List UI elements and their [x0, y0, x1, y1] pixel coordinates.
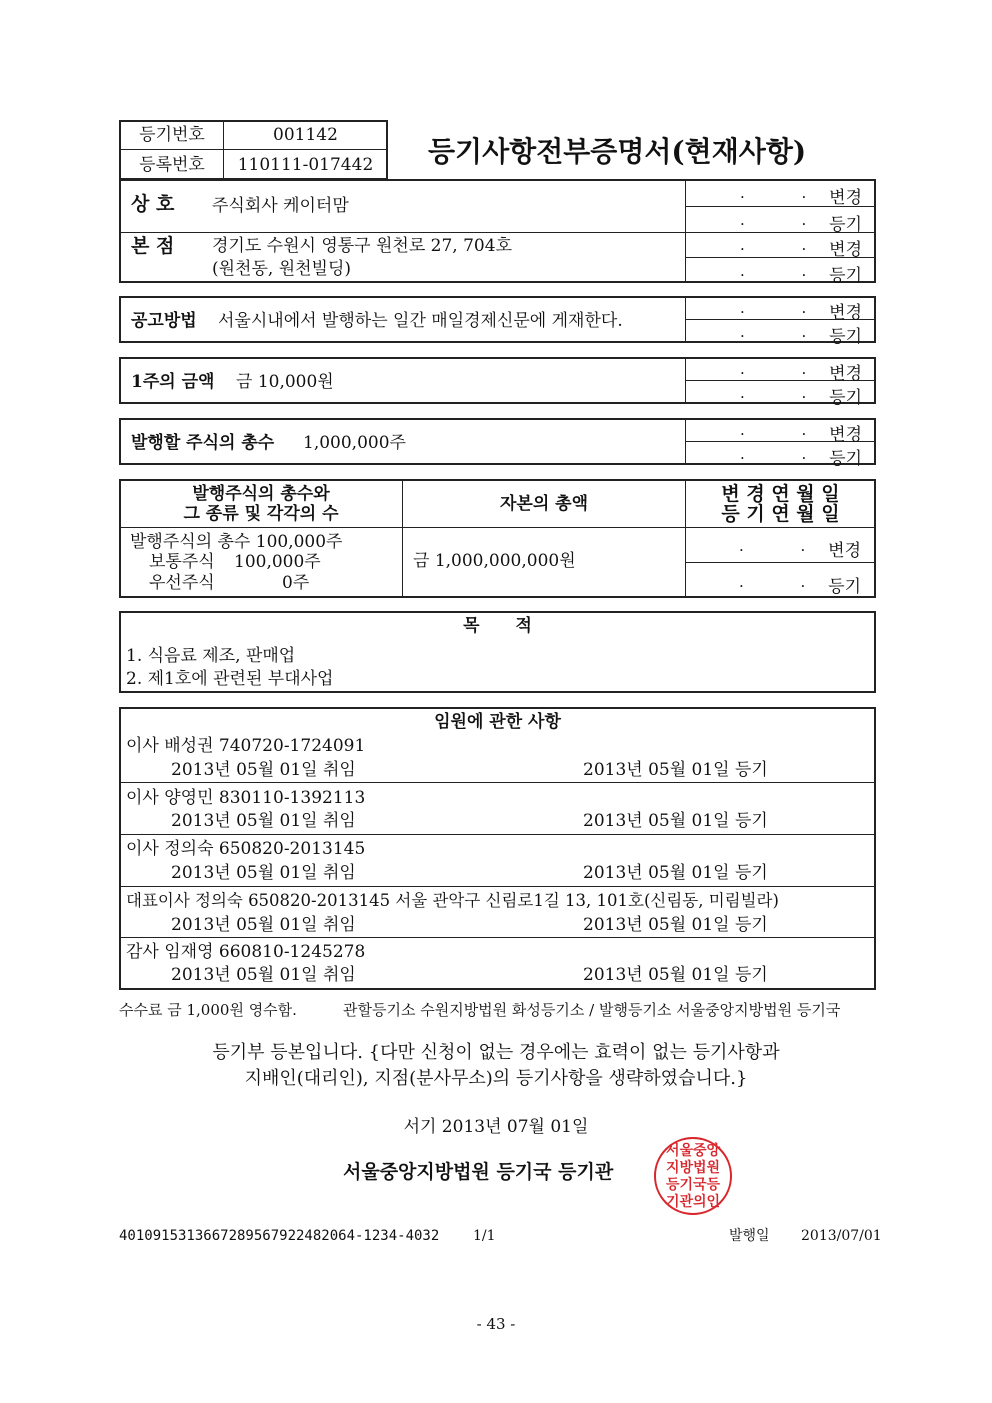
officer-4-appointed: 2013년 05월 01일 취임: [171, 915, 356, 935]
document-code: 4010915313667289567922482064-1234-4032: [119, 1228, 440, 1244]
officer-5-appointed: 2013년 05월 01일 취임: [171, 965, 356, 985]
purpose-item-1: 1. 식음료 제조, 판매업: [126, 646, 296, 666]
notice-method-value: 서울시내에서 발행하는 일간 매일경제신문에 게재한다.: [218, 311, 623, 331]
document-title: 등기사항전부증명서(현재사항): [428, 135, 807, 168]
preferred-shares-label: 우선주식: [149, 573, 215, 593]
fee-receipt: 수수료 금 1,000원 영수함.: [119, 1001, 297, 1019]
officer-4-registered: 2013년 05월 01일 등기: [583, 915, 768, 935]
certification-notice-line2: 지배인(대리인), 지점(분사무소)의 등기사항을 생략하였습니다.}: [244, 1068, 748, 1089]
official-seal-stamp: 서울중앙 지방법원 등기국등 기관의인: [654, 1137, 732, 1215]
hq-address-line1: 경기도 수원시 영통구 원천로 27, 704호: [212, 236, 512, 256]
issued-shares-dates: . . 변경 . . 등기: [685, 528, 875, 597]
share-price-label: 1주의 금액: [131, 372, 215, 392]
page-number: - 43 -: [476, 1315, 516, 1333]
authorized-shares-value: 1,000,000주: [303, 433, 406, 453]
officer-1-identity: 이사 배성권 740720-1724091: [126, 736, 366, 756]
authorized-shares-dates: . . 변경 . . 등기: [685, 419, 876, 464]
issue-date-value: 2013/07/01: [801, 1228, 882, 1244]
registry-offices: 관할등기소 수원지방법원 화성등기소 / 발행등기소 서울중앙지방법원 등기국: [343, 1001, 841, 1019]
officer-5-registered: 2013년 05월 01일 등기: [583, 965, 768, 985]
officer-3-identity: 이사 정의숙 650820-2013145: [126, 839, 366, 859]
hq-address-line2: (원천동, 원천빌딩): [212, 259, 352, 279]
hq-label: 본 점: [131, 235, 175, 257]
page-count: 1/1: [473, 1228, 496, 1244]
issued-col2-header: 자본의 총액: [499, 494, 589, 514]
purpose-title: 목 적: [463, 616, 532, 636]
total-capital: 금 1,000,000,000원: [413, 551, 576, 571]
issue-date-label: 발행일: [729, 1228, 770, 1244]
officer-2-registered: 2013년 05월 01일 등기: [583, 811, 768, 831]
reg-no-value: 001142: [273, 125, 338, 145]
issued-col1-header-line1: 발행주식의 총수와: [192, 484, 330, 504]
reg-id-value: 110111-017442: [237, 155, 374, 175]
officer-1-appointed: 2013년 05월 01일 취임: [171, 760, 356, 780]
issued-col3-header-line2: 등 기 연 월 일: [721, 503, 840, 525]
notice-method-dates: . . 변경 . . 등기: [685, 297, 876, 342]
company-name-label: 상 호: [131, 193, 175, 215]
hq-dates: . . 변경 . . 등기: [685, 233, 876, 282]
certification-notice-line1: 등기부 등본입니다. {다만 신청이 없는 경우에는 효력이 없는 등기사항과: [212, 1042, 780, 1063]
share-price-dates: . . 변경 . . 등기: [685, 358, 876, 403]
officer-2-appointed: 2013년 05월 01일 취임: [171, 811, 356, 831]
issuing-authority: 서울중앙지방법원 등기국 등기관: [343, 1161, 614, 1183]
share-price-value: 금 10,000원: [236, 372, 334, 392]
officer-2-identity: 이사 양영민 830110-1392113: [126, 788, 366, 808]
purpose-item-2: 2. 제1호에 관련된 부대사업: [126, 669, 334, 689]
reg-no-label: 등기번호: [139, 125, 205, 145]
company-name-dates: . . 변경 . . 등기: [685, 180, 876, 232]
officer-5-identity: 감사 임재영 660810-1245278: [126, 942, 366, 962]
officer-3-appointed: 2013년 05월 01일 취임: [171, 863, 356, 883]
officer-3-registered: 2013년 05월 01일 등기: [583, 863, 768, 883]
officers-title: 임원에 관한 사항: [434, 712, 561, 732]
issued-col3-header-line1: 변 경 연 월 일: [721, 483, 840, 505]
preferred-shares-value: 0주: [282, 573, 310, 593]
issued-total-shares: 발행주식의 총수 100,000주: [130, 532, 343, 552]
common-shares-label: 보통주식: [149, 552, 215, 572]
company-name-value: 주식회사 케이터맘: [212, 196, 349, 216]
authorized-shares-label: 발행할 주식의 총수: [131, 433, 275, 453]
notice-method-label: 공고방법: [131, 311, 197, 331]
issue-date-line: 서기 2013년 07월 01일: [403, 1117, 589, 1137]
common-shares-value: 100,000주: [234, 552, 321, 572]
officer-4-identity: 대표이사 정의숙 650820-2013145 서울 관악구 신림로1길 13, 101호(신림동, 미림빌라): [126, 891, 779, 910]
issued-col1-header-line2: 그 종류 및 각각의 수: [183, 504, 339, 524]
officer-1-registered: 2013년 05월 01일 등기: [583, 760, 768, 780]
reg-id-label: 등록번호: [139, 155, 205, 175]
